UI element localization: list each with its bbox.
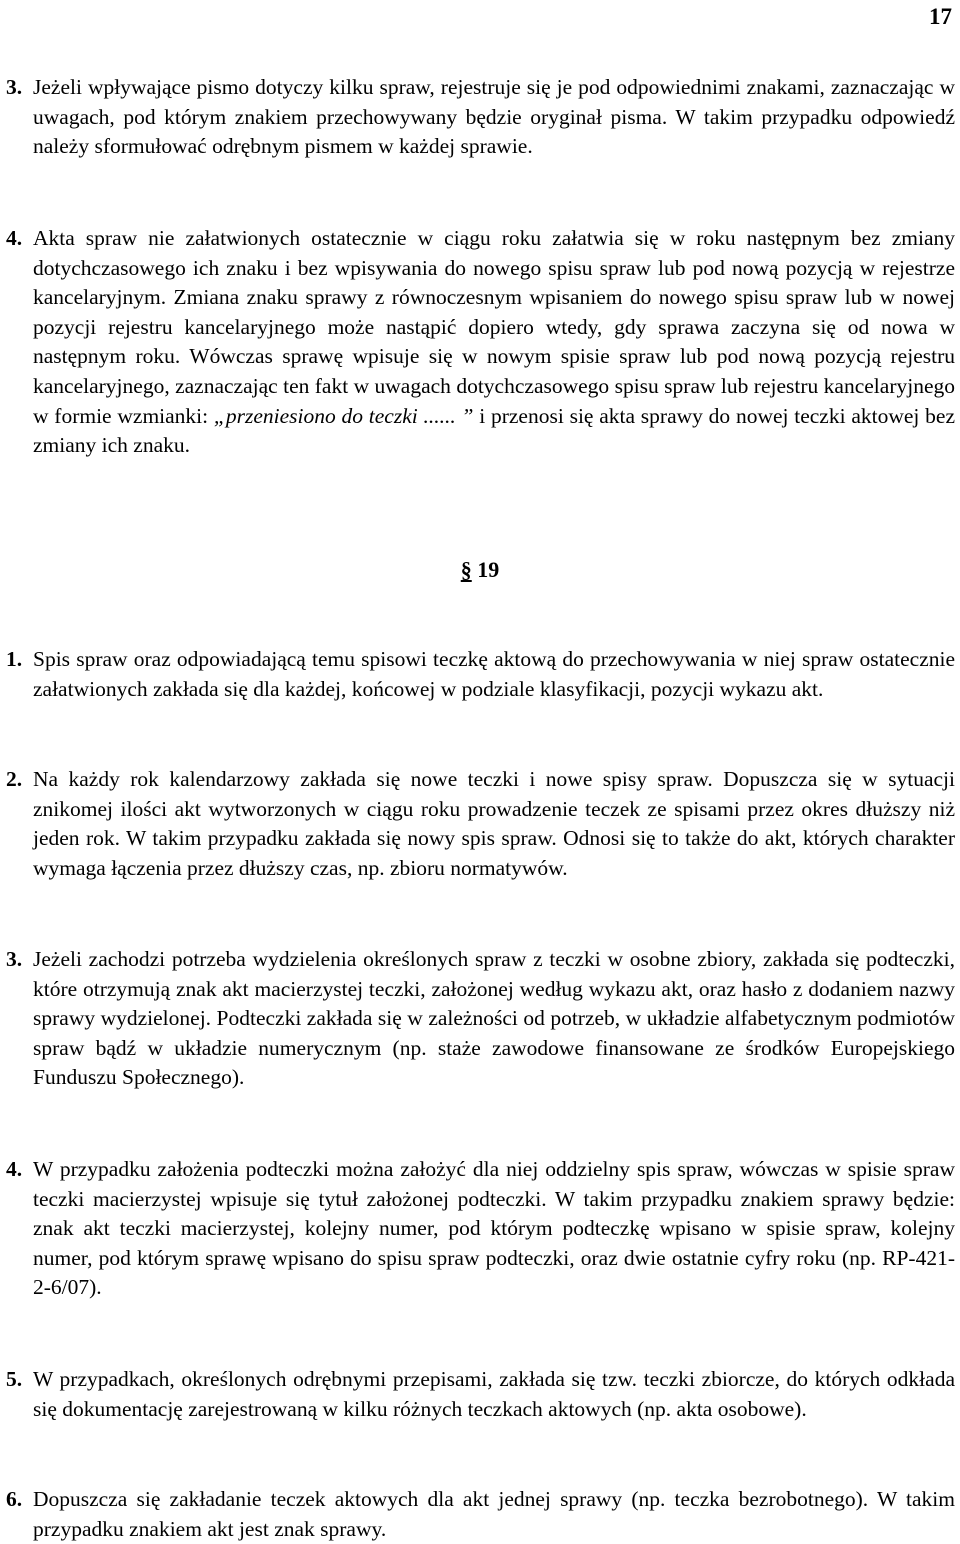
page-number: 17	[929, 4, 952, 29]
paragraph-item	[6, 765, 955, 883]
paragraph-item	[6, 224, 956, 461]
paragraph-item	[6, 945, 955, 1093]
paragraph-text: W przypadku założenia podteczki można założyć dla niej oddzielny spis spraw, wówczas w spisie spraw teczki macierzystej wpisuje się tytuł założonej podteczki. W takim przypadku znakiem sprawy będzie: znak akt teczki macierzystej, kolejny numer, pod którym podteczkę wpisano w spisie spraw, kolejny numer, pod którym sprawę wpisano do spisu spraw podteczki, oraz dwie ostatnie cyfry roku (np. RP-421-2-6/07).	[33, 1157, 955, 1300]
paragraph-text-continued: i przenosi się akta sprawy do nowej teczki aktowej bez zmiany ich znaku.	[33, 403, 956, 458]
item-number: 2.	[6, 767, 23, 791]
paragraph-text: Dopuszcza się zakładanie teczek aktowych dla akt jednej sprawy (np. teczka bezrobotnego). W takim przypadku znakiem akt jest znak sprawy.	[33, 1487, 955, 1541]
item-number: 6.	[6, 1487, 23, 1511]
paragraph-item	[6, 1155, 955, 1303]
paragraph-text: Akta spraw nie załatwionych ostatecznie w ciągu roku załatwia się w roku następnym bez zmiany dotychczasowego ich znaku i bez wpisywania do nowego spisu spraw lub pod nową pozycją w rejestrze kancelaryjnym. Zmiana znaku sprawy z równoczesnym wpisaniem do nowego spisu spraw lub w nowej pozycji rejestru kancelaryjnego może nastąpić dopiero wtedy, gdy sprawa zaczyna się od nowa w następnym roku. Wówczas sprawę wpisuje się w nowym spisie spraw lub pod nową pozycją rejestru kancelaryjnego, zaznaczając ten fakt w uwagach dotychczasowego spisu spraw lub rejestru kancelaryjnego w formie wzmianki:	[33, 226, 955, 428]
item-number: 3.	[6, 75, 23, 99]
paragraph-item	[6, 645, 955, 704]
quoted-note: „przeniesiono do teczki ...... ”	[213, 403, 474, 428]
paragraph-item	[6, 1485, 955, 1544]
paragraph-item	[6, 73, 955, 162]
item-number: 5.	[6, 1367, 23, 1391]
section-number: 19	[477, 557, 500, 582]
section-heading	[0, 555, 960, 585]
paragraph-text: Jeżeli zachodzi potrzeba wydzielenia określonych spraw z teczki w osobne zbiory, zakłada się podteczki, które otrzymują znak akt macierzystej teczki, założonej według wykazu akt, oraz hasło z dodaniem nazwy sprawy wydzielonej. Podteczki zakłada się w zależności od potrzeb, w układzie alfabetycznym podmiotów spraw bądź w układzie numerycznym (np. staże zawodowe finansowane ze środków Europejskiego Funduszu Społecznego).	[33, 947, 955, 1090]
item-number: 1.	[6, 647, 23, 671]
paragraph-item	[6, 1365, 955, 1424]
paragraph-text: Jeżeli wpływające pismo dotyczy kilku spraw, rejestruje się je pod odpowiednimi znakami, zaznaczając w uwagach, pod którym znakiem przechowywany będzie oryginał pisma. W takim przypadku odpowiedź należy sformułować odrębnym pismem w każdej sprawie.	[33, 75, 955, 159]
item-number: 3.	[6, 947, 23, 971]
item-number: 4.	[6, 226, 23, 250]
paragraph-text: Spis spraw oraz odpowiadającą temu spisowi teczkę aktową do przechowywania w niej spraw ostatecznie załatwionych zakłada się dla każdej, końcowej w podziale klasyfikacji, pozycji wykazu akt.	[33, 647, 955, 701]
item-number: 4.	[6, 1157, 23, 1181]
section-symbol: §	[460, 557, 472, 582]
paragraph-text: W przypadkach, określonych odrębnymi przepisami, zakłada się tzw. teczki zbiorcze, do których odkłada się dokumentację zarejestrowaną w kilku różnych teczkach aktowych (np. akta osobowe).	[33, 1367, 955, 1421]
paragraph-text: Na każdy rok kalendarzowy zakłada się nowe teczki i nowe spisy spraw. Dopuszcza się w sytuacji znikomej ilości akt wytworzonych w ciągu roku prowadzenie teczek ze spisami przez okres dłuższy niż jeden rok. W takim przypadku zakłada się nowy spis spraw. Odnosi się to także do akt, których charakter wymaga łączenia przez dłuższy czas, np. zbioru normatywów.	[33, 767, 955, 880]
